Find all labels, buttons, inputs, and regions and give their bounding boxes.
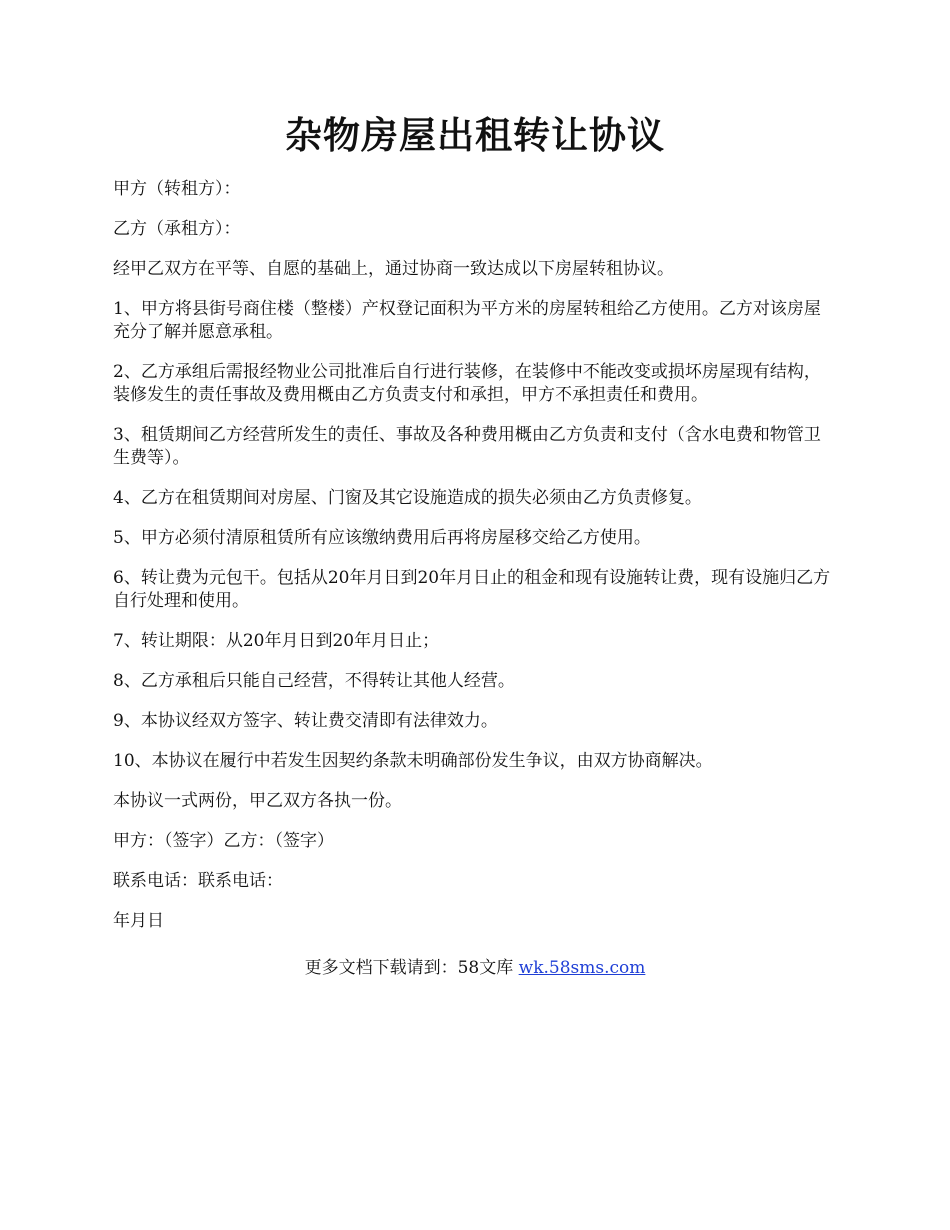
clause-8: 8、乙方承租后只能自己经营，不得转让其他人经营。 bbox=[113, 671, 515, 691]
clause-2: 2、乙方承组后需报经物业公司批准后自行进行装修，在装修中不能改变或损坏房屋现有结构，装修发生的责任事故及费用概由乙方负责支付和承担，甲方不承担责任和费用。 bbox=[113, 362, 821, 405]
document-body bbox=[113, 178, 833, 950]
clause-1: 1、甲方将县街号商住楼（整楼）产权登记面积为平方米的房屋转租给乙方使用。乙方对该房屋充分了解并愿意承租。 bbox=[113, 299, 821, 342]
copies-statement: 本协议一式两份，甲乙双方各执一份。 bbox=[113, 791, 402, 811]
clause-4: 4、乙方在租赁期间对房屋、门窗及其它设施造成的损失必须由乙方负责修复。 bbox=[113, 488, 702, 508]
footer-prefix: 更多文档下载请到：58文库 bbox=[304, 958, 519, 978]
date-line: 年月日 bbox=[113, 911, 164, 931]
party-a-line: 甲方（转租方）： bbox=[113, 179, 241, 199]
contact-phone-line: 联系电话：联系电话： bbox=[113, 871, 283, 891]
signature-line: 甲方：（签字）乙方：（签字） bbox=[113, 831, 334, 851]
clause-6: 6、转让费为元包干。包括从20年月日到20年月日止的租金和现有设施转让费，现有设施归乙方自行处理和使用。 bbox=[113, 568, 831, 611]
clause-3: 3、租赁期间乙方经营所发生的责任、事故及各种费用概由乙方负责和支付（含水电费和物管卫生费等）。 bbox=[113, 425, 821, 468]
footer-note bbox=[0, 956, 950, 980]
clause-7: 7、转让期限：从20年月日到20年月日止； bbox=[113, 631, 440, 651]
clause-9: 9、本协议经双方签字、转让费交清即有法律效力。 bbox=[113, 711, 498, 731]
clause-5: 5、甲方必须付清原租赁所有应该缴纳费用后再将房屋移交给乙方使用。 bbox=[113, 528, 651, 548]
clause-10: 10、本协议在履行中若发生因契约条款未明确部份发生争议，由双方协商解决。 bbox=[113, 751, 713, 771]
intro-paragraph: 经甲乙双方在平等、自愿的基础上，通过协商一致达成以下房屋转租协议。 bbox=[113, 259, 674, 279]
party-b-line: 乙方（承租方）： bbox=[113, 219, 241, 239]
document-title: 杂物房屋出租转让协议 bbox=[285, 113, 665, 157]
footer-link[interactable]: wk.58sms.com bbox=[518, 958, 646, 978]
